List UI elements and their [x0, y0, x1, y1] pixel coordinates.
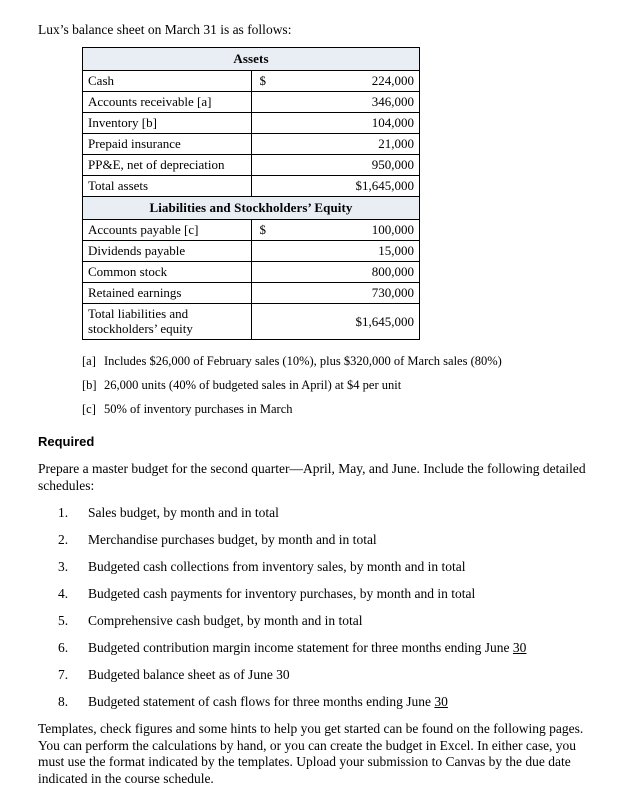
row-amount [251, 304, 420, 340]
row-label: Accounts receivable [a] [83, 92, 252, 113]
amount-value: 21,000 [378, 136, 414, 151]
table-row [83, 176, 420, 197]
row-amount [251, 176, 420, 197]
closing-paragraph: Templates, check figures and some hints to help you get started can be found on the following pages. You can perform the calculations by hand, or you can create the budget in Excel. In either case, you must use the format indicated by the templates. Upload your submission to Canvas by the due date indicated in the course schedule. [38, 721, 584, 786]
list-item [58, 505, 591, 521]
footnote [82, 402, 591, 417]
row-amount [251, 113, 420, 134]
table-row [83, 92, 420, 113]
list-item-underlined-text: 30 [512, 640, 527, 655]
amount-value: 15,000 [378, 243, 414, 258]
amount-value: $1,645,000 [355, 313, 414, 329]
list-item-text: Budgeted balance sheet as of June 30 [88, 667, 290, 682]
list-item [58, 694, 591, 710]
row-label: Accounts payable [c] [83, 220, 252, 241]
list-item [58, 613, 591, 629]
footnote [82, 354, 591, 369]
row-label: Inventory [b] [83, 113, 252, 134]
amount-value: 730,000 [371, 285, 414, 300]
table-row [83, 113, 420, 134]
row-amount [251, 134, 420, 155]
footnote-text: 50% of inventory purchases in March [104, 402, 293, 416]
list-item-text: Comprehensive cash budget, by month and in total [88, 613, 363, 628]
list-item-text: Budgeted contribution margin income statement for three months ending June [88, 640, 513, 655]
amount-value: 800,000 [371, 264, 414, 279]
list-item-text: Budgeted statement of cash flows for three months ending June [88, 694, 435, 709]
table-row [83, 71, 420, 92]
section-heading: Liabilities and Stockholders’ Equity [83, 197, 420, 220]
row-label: PP&E, net of depreciation [83, 155, 252, 176]
table-row [83, 134, 420, 155]
row-label: Cash [83, 71, 252, 92]
list-item [58, 640, 591, 656]
list-item-underlined-text: 30 [434, 694, 448, 709]
amount-value: 104,000 [371, 115, 414, 130]
list-item-text: Sales budget, by month and in total [88, 505, 279, 520]
table-section-header-row [83, 197, 420, 220]
list-item-text: Budgeted cash payments for inventory purchases, by month and in total [88, 586, 476, 601]
footnote-tag: [b] [82, 378, 97, 392]
row-amount [251, 92, 420, 113]
row-amount [251, 241, 420, 262]
row-amount [251, 220, 420, 241]
section-heading: Assets [83, 48, 420, 71]
row-amount [251, 155, 420, 176]
row-amount [251, 71, 420, 92]
table-row [83, 304, 420, 340]
row-label: Common stock [83, 262, 252, 283]
table-row [83, 241, 420, 262]
row-label: Total assets [83, 176, 252, 197]
amount-value: 346,000 [371, 94, 414, 109]
list-item [58, 586, 591, 602]
table-row [83, 220, 420, 241]
row-label: Prepaid insurance [83, 134, 252, 155]
row-label: Retained earnings [83, 283, 252, 304]
currency-symbol: $ [259, 73, 266, 88]
list-item-text: Merchandise purchases budget, by month and in total [88, 532, 377, 547]
row-label: Dividends payable [83, 241, 252, 262]
schedules-list [38, 505, 591, 710]
required-heading: Required [38, 434, 95, 449]
balance-sheet-table [82, 47, 420, 340]
list-item-text: Budgeted cash collections from inventory sales, by month and in total [88, 559, 466, 574]
list-item [58, 667, 591, 683]
list-item [58, 532, 591, 548]
currency-symbol: $ [259, 222, 266, 237]
table-section-header-row [83, 48, 420, 71]
required-instructions: Prepare a master budget for the second quarter—April, May, and June. Include the following detailed schedules: [38, 461, 586, 493]
table-row [83, 283, 420, 304]
row-amount [251, 262, 420, 283]
footnote-text: 26,000 units (40% of budgeted sales in April) at $4 per unit [104, 378, 402, 392]
row-label: Total liabilities and stockholders’ equity [83, 304, 252, 340]
amount-value: 950,000 [371, 157, 414, 172]
row-amount [251, 283, 420, 304]
footnote [82, 378, 591, 393]
list-item [58, 559, 591, 575]
intro-line: Lux’s balance sheet on March 31 is as follows: [38, 22, 292, 37]
footnote-tag: [a] [82, 354, 96, 368]
footnote-tag: [c] [82, 402, 96, 416]
table-row [83, 262, 420, 283]
amount-value: 100,000 [371, 222, 414, 237]
balance-sheet-table-wrapper [82, 47, 420, 340]
table-row [83, 155, 420, 176]
footnote-text: Includes $26,000 of February sales (10%), plus $320,000 of March sales (80%) [104, 354, 502, 368]
amount-value: 224,000 [371, 73, 414, 88]
footnotes [38, 354, 591, 417]
amount-value: $1,645,000 [355, 178, 414, 193]
